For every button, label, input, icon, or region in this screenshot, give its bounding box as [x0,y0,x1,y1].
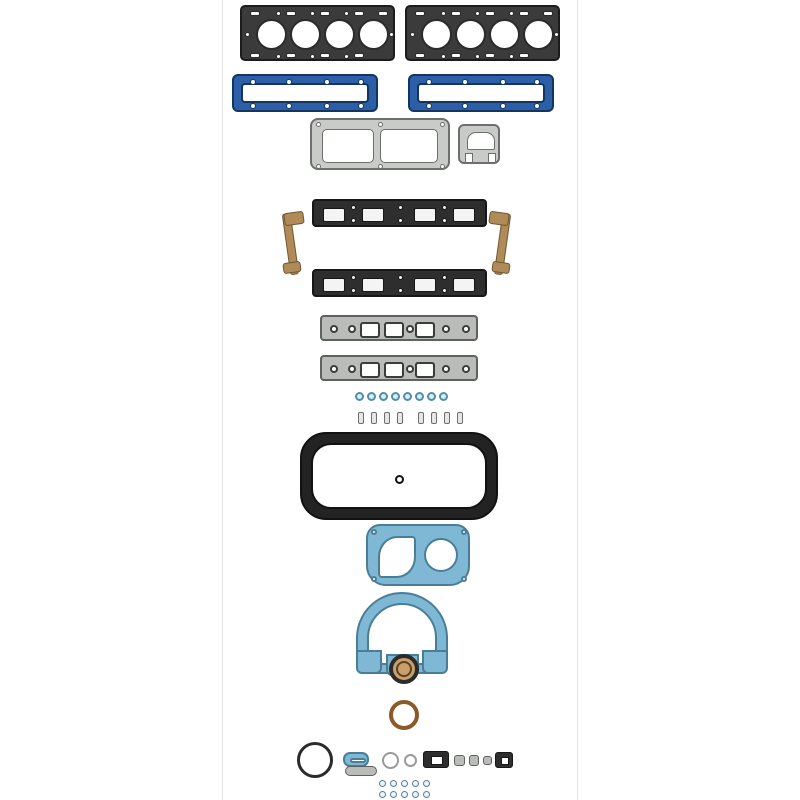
bolt-hole [500,79,506,85]
distributor-o-ring [382,752,399,769]
bolt-hole [509,54,514,59]
cylinder-bore [358,19,389,50]
valve-cover-opening [241,83,369,103]
coolant-port [519,11,529,16]
bolt-hole [475,11,480,16]
intake-port [453,278,475,292]
cylinder-bore [455,19,486,50]
timing-cover-wing-left [356,650,382,674]
head-gasket-right [405,5,560,61]
coolant-port [286,53,296,58]
valve-stem-seal [439,392,448,401]
cylinder-bore [256,19,287,50]
o-ring [412,780,419,787]
bolt-slot [488,153,496,163]
distributor-gasket [423,751,449,768]
bolt-hole [276,54,281,59]
bolt-hole [406,325,414,333]
coolant-port [485,11,495,16]
bolt-hole [330,325,338,333]
bolt-hole [462,325,470,333]
valve-cover-opening [417,83,545,103]
cylinder-bore [290,19,321,50]
intake-port [323,278,345,292]
small-gasket-d [495,752,513,768]
bolt-hole [461,576,467,582]
bolt-hole [310,11,315,16]
bolt-hole [440,164,445,169]
head-gasket-left [240,5,395,61]
coolant-port [415,11,425,16]
plenum-opening [322,129,374,163]
water-pump-gasket [366,524,470,586]
bolt-hole [316,122,321,127]
bolt-hole [441,54,446,59]
coolant-port [415,53,425,58]
coolant-port [320,53,330,58]
bolt-hole [348,325,356,333]
coolant-port [451,11,461,16]
fuel-pump-opening [350,758,366,763]
intake-port [414,278,436,292]
rear-main-seal [389,700,419,730]
bolt-hole [245,32,250,37]
valve-stem-seal [367,392,376,401]
small-o-ring [404,754,417,767]
exhaust-port [384,322,404,338]
o-ring [401,791,408,798]
bolt-hole [442,275,447,280]
o-ring [412,791,419,798]
bolt-hole [348,365,356,373]
intake-manifold-gasket-upper [312,199,487,227]
o-ring [379,780,386,787]
bolt-hole [462,365,470,373]
bolt-hole [250,79,256,85]
pushrod-cover-seal [358,412,364,424]
intake-port [453,208,475,222]
o-ring [390,780,397,787]
cylinder-bore [421,19,452,50]
oil-pan-gasket [300,432,498,520]
bolt-hole [440,122,445,127]
o-ring [390,791,397,798]
bolt-hole [462,103,468,109]
thermostat-housing-gasket [458,124,500,164]
coolant-port [320,11,330,16]
valve-stem-seal [415,392,424,401]
coolant-port [286,11,296,16]
bolt-hole [406,365,414,373]
valve-stem-seal [427,392,436,401]
coolant-port [451,53,461,58]
coolant-port [354,53,364,58]
bolt-hole [398,288,403,293]
coolant-port [354,11,364,16]
front-crankshaft-seal-bore [396,661,412,677]
cylinder-bore [523,19,554,50]
pump-opening [424,538,458,572]
intake-port [323,208,345,222]
bolt-hole [509,11,514,16]
bolt-hole [398,218,403,223]
bolt-hole [344,11,349,16]
drain-hole [395,475,404,484]
bolt-hole [554,32,559,37]
water-outlet-gasket [345,766,377,776]
bolt-hole [351,218,356,223]
bolt-hole [426,103,432,109]
small-gasket-b [469,755,479,766]
valve-stem-seal [379,392,388,401]
o-ring [401,780,408,787]
coolant-port [250,11,260,16]
impeller-opening [378,536,416,578]
valve-stem-seals [355,392,455,406]
bolt-hole [310,54,315,59]
small-gasket-opening [501,757,509,765]
valve-cover-gasket-left [232,74,378,112]
bolt-hole [534,103,540,109]
bolt-hole [358,103,364,109]
oil-pump-gasket [297,742,333,778]
bolt-hole [286,79,292,85]
coolant-port [485,53,495,58]
timing-cover-wing-right [422,650,448,674]
intake-manifold-gasket-lower [312,269,487,297]
bolt-hole [442,218,447,223]
bolt-hole [475,54,480,59]
cylinder-bore [324,19,355,50]
intake-port [362,208,384,222]
pushrod-cover-seal [371,412,377,424]
plenum-opening [380,129,438,163]
pushrod-cover-seals [358,412,458,426]
exhaust-port [415,362,435,378]
intake-port [362,278,384,292]
exhaust-port [360,322,380,338]
exhaust-manifold-gasket-lower [320,355,478,381]
fuel-pump-gasket [343,752,369,767]
exhaust-port [360,362,380,378]
pushrod-cover-seal [457,412,463,424]
o-ring-set [379,780,449,798]
bolt-hole [344,54,349,59]
pushrod-cover-seal [397,412,403,424]
o-ring [379,791,386,798]
o-ring [423,791,430,798]
pushrod-cover-seal [384,412,390,424]
pushrod-cover-seal [444,412,450,424]
exhaust-port [384,362,404,378]
exhaust-port [415,322,435,338]
pushrod-cover-seal [431,412,437,424]
bolt-hole [426,79,432,85]
bolt-hole [389,32,394,37]
bolt-slot [465,153,473,163]
bolt-hole [351,205,356,210]
intake-port [414,208,436,222]
image-title [0,21,1,22]
exhaust-manifold-gasket-upper [320,315,478,341]
bolt-hole [250,103,256,109]
bolt-hole [286,103,292,109]
bolt-hole [316,164,321,169]
intake-end-seal-right-tab [488,211,510,227]
o-ring [423,780,430,787]
bolt-hole [351,275,356,280]
bolt-hole [378,164,383,169]
coolant-port [543,11,553,16]
cylinder-bore [489,19,520,50]
distributor-opening [431,756,443,765]
intake-end-seal-left-tab [283,211,305,227]
bolt-hole [276,11,281,16]
bolt-hole [461,529,467,535]
bolt-hole [442,325,450,333]
bolt-hole [441,11,446,16]
bolt-hole [351,288,356,293]
small-gasket-a [454,755,465,766]
bolt-hole [371,529,377,535]
coolant-port [519,53,529,58]
bolt-hole [371,576,377,582]
bolt-hole [500,103,506,109]
bolt-hole [442,205,447,210]
bolt-hole [324,103,330,109]
valve-cover-gasket-right [408,74,554,112]
bolt-hole [324,79,330,85]
bolt-hole [330,365,338,373]
thermostat-opening [467,132,495,150]
bolt-hole [442,288,447,293]
bolt-hole [442,365,450,373]
bolt-hole [534,79,540,85]
coolant-port [250,53,260,58]
intake-plenum-gasket [310,118,450,170]
coolant-port [378,11,388,16]
small-gasket-c [483,756,492,765]
bolt-hole [398,275,403,280]
pushrod-cover-seal [418,412,424,424]
bolt-hole [358,79,364,85]
valve-stem-seal [403,392,412,401]
bolt-hole [462,79,468,85]
bolt-hole [410,32,415,37]
bolt-hole [398,205,403,210]
valve-stem-seal [391,392,400,401]
intake-end-seal-right-foot [491,261,510,274]
bolt-hole [378,122,383,127]
valve-stem-seal [355,392,364,401]
